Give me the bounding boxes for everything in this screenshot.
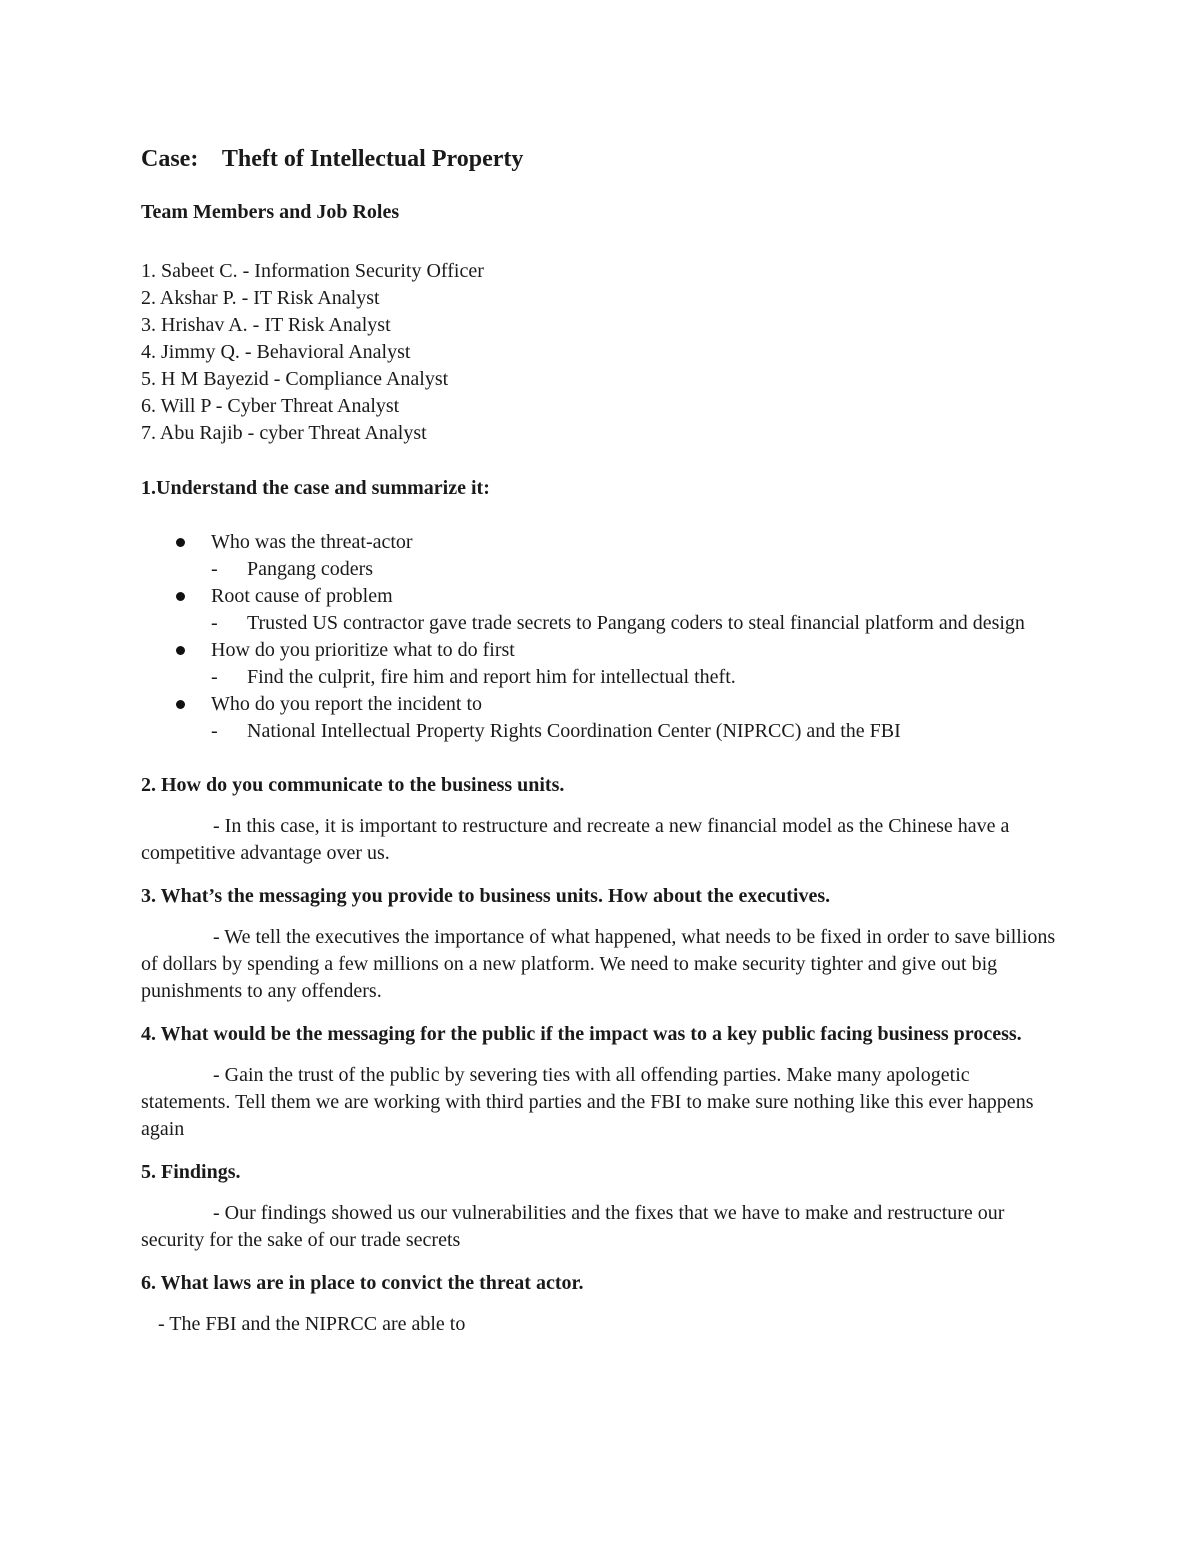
team-list [141,258,1061,447]
dash-marker: - [211,666,218,688]
bullet-item [141,583,1061,610]
sub-item [141,556,1061,583]
sub-answer: Trusted US contractor gave trade secrets to Pangang coders to steal financial platform and design [247,612,1025,634]
team-member: 4. Jimmy Q. - Behavioral Analyst [141,341,411,363]
team-member: 2. Akshar P. - IT Risk Analyst [141,287,380,309]
bullet-dot-icon [176,646,185,655]
section-1-list [141,529,1061,745]
dash-marker: - [211,612,218,634]
bullet-item [141,529,1061,556]
bullet-item [141,691,1061,718]
section-3-heading: 3. What’s the messaging you provide to business units. How about the executives. [141,885,831,907]
dash-marker: - [211,558,218,580]
section-1-heading: 1.Understand the case and summarize it: [141,477,490,499]
dash-marker: - [211,720,218,742]
team-member: 7. Abu Rajib - cyber Threat Analyst [141,422,427,444]
sub-answer: National Intellectual Property Rights Coordination Center (NIPRCC) and the FBI [247,720,901,742]
bullet-question: How do you prioritize what to do first [211,639,515,661]
bullet-question: Root cause of problem [211,585,393,607]
sub-item [141,664,1061,691]
document-page [141,140,1061,1338]
section-6-heading: 6. What laws are in place to convict the threat actor. [141,1272,584,1294]
document-title: Case: Theft of Intellectual Property [141,146,524,172]
team-member: 5. H M Bayezid - Compliance Analyst [141,368,449,390]
section-4-answer: - Gain the trust of the public by severing ties with all offending parties. Make many apologetic statements. Tell them we are working with third parties and the FBI to make sure nothing like this ever happens again [141,1064,1034,1140]
team-member: 3. Hrishav A. - IT Risk Analyst [141,314,391,336]
section-5-heading: 5. Findings. [141,1161,241,1183]
section-2-answer: - In this case, it is important to restructure and recreate a new financial model as the Chinese have a competitive advantage over us. [141,815,1010,864]
team-heading: Team Members and Job Roles [141,201,400,223]
bullet-item [141,637,1061,664]
bullet-dot-icon [176,538,185,547]
section-2-heading: 2. How do you communicate to the business units. [141,774,565,796]
sub-item [141,610,1061,637]
sub-answer: Find the culprit, fire him and report him for intellectual theft. [247,666,736,688]
section-5-answer: - Our findings showed us our vulnerabilities and the fixes that we have to make and restructure our security for the sake of our trade secrets [141,1202,1005,1251]
section-6-answer: - The FBI and the NIPRCC are able to [158,1313,466,1335]
sub-answer: Pangang coders [247,558,374,580]
bullet-question: Who was the threat-actor [211,531,413,553]
bullet-question: Who do you report the incident to [211,693,483,715]
section-4-heading: 4. What would be the messaging for the public if the impact was to a key public facing business process. [141,1023,1022,1045]
bullet-dot-icon [176,592,185,601]
team-member: 1. Sabeet C. - Information Security Officer [141,260,484,282]
team-member: 6. Will P - Cyber Threat Analyst [141,395,400,417]
bullet-dot-icon [176,700,185,709]
section-3-answer: - We tell the executives the importance of what happened, what needs to be fixed in order to save billions of dollars by spending a few millions on a new platform. We need to make security tighter and give out big punishments to any offenders. [141,926,1056,1002]
sub-item [141,718,1061,745]
